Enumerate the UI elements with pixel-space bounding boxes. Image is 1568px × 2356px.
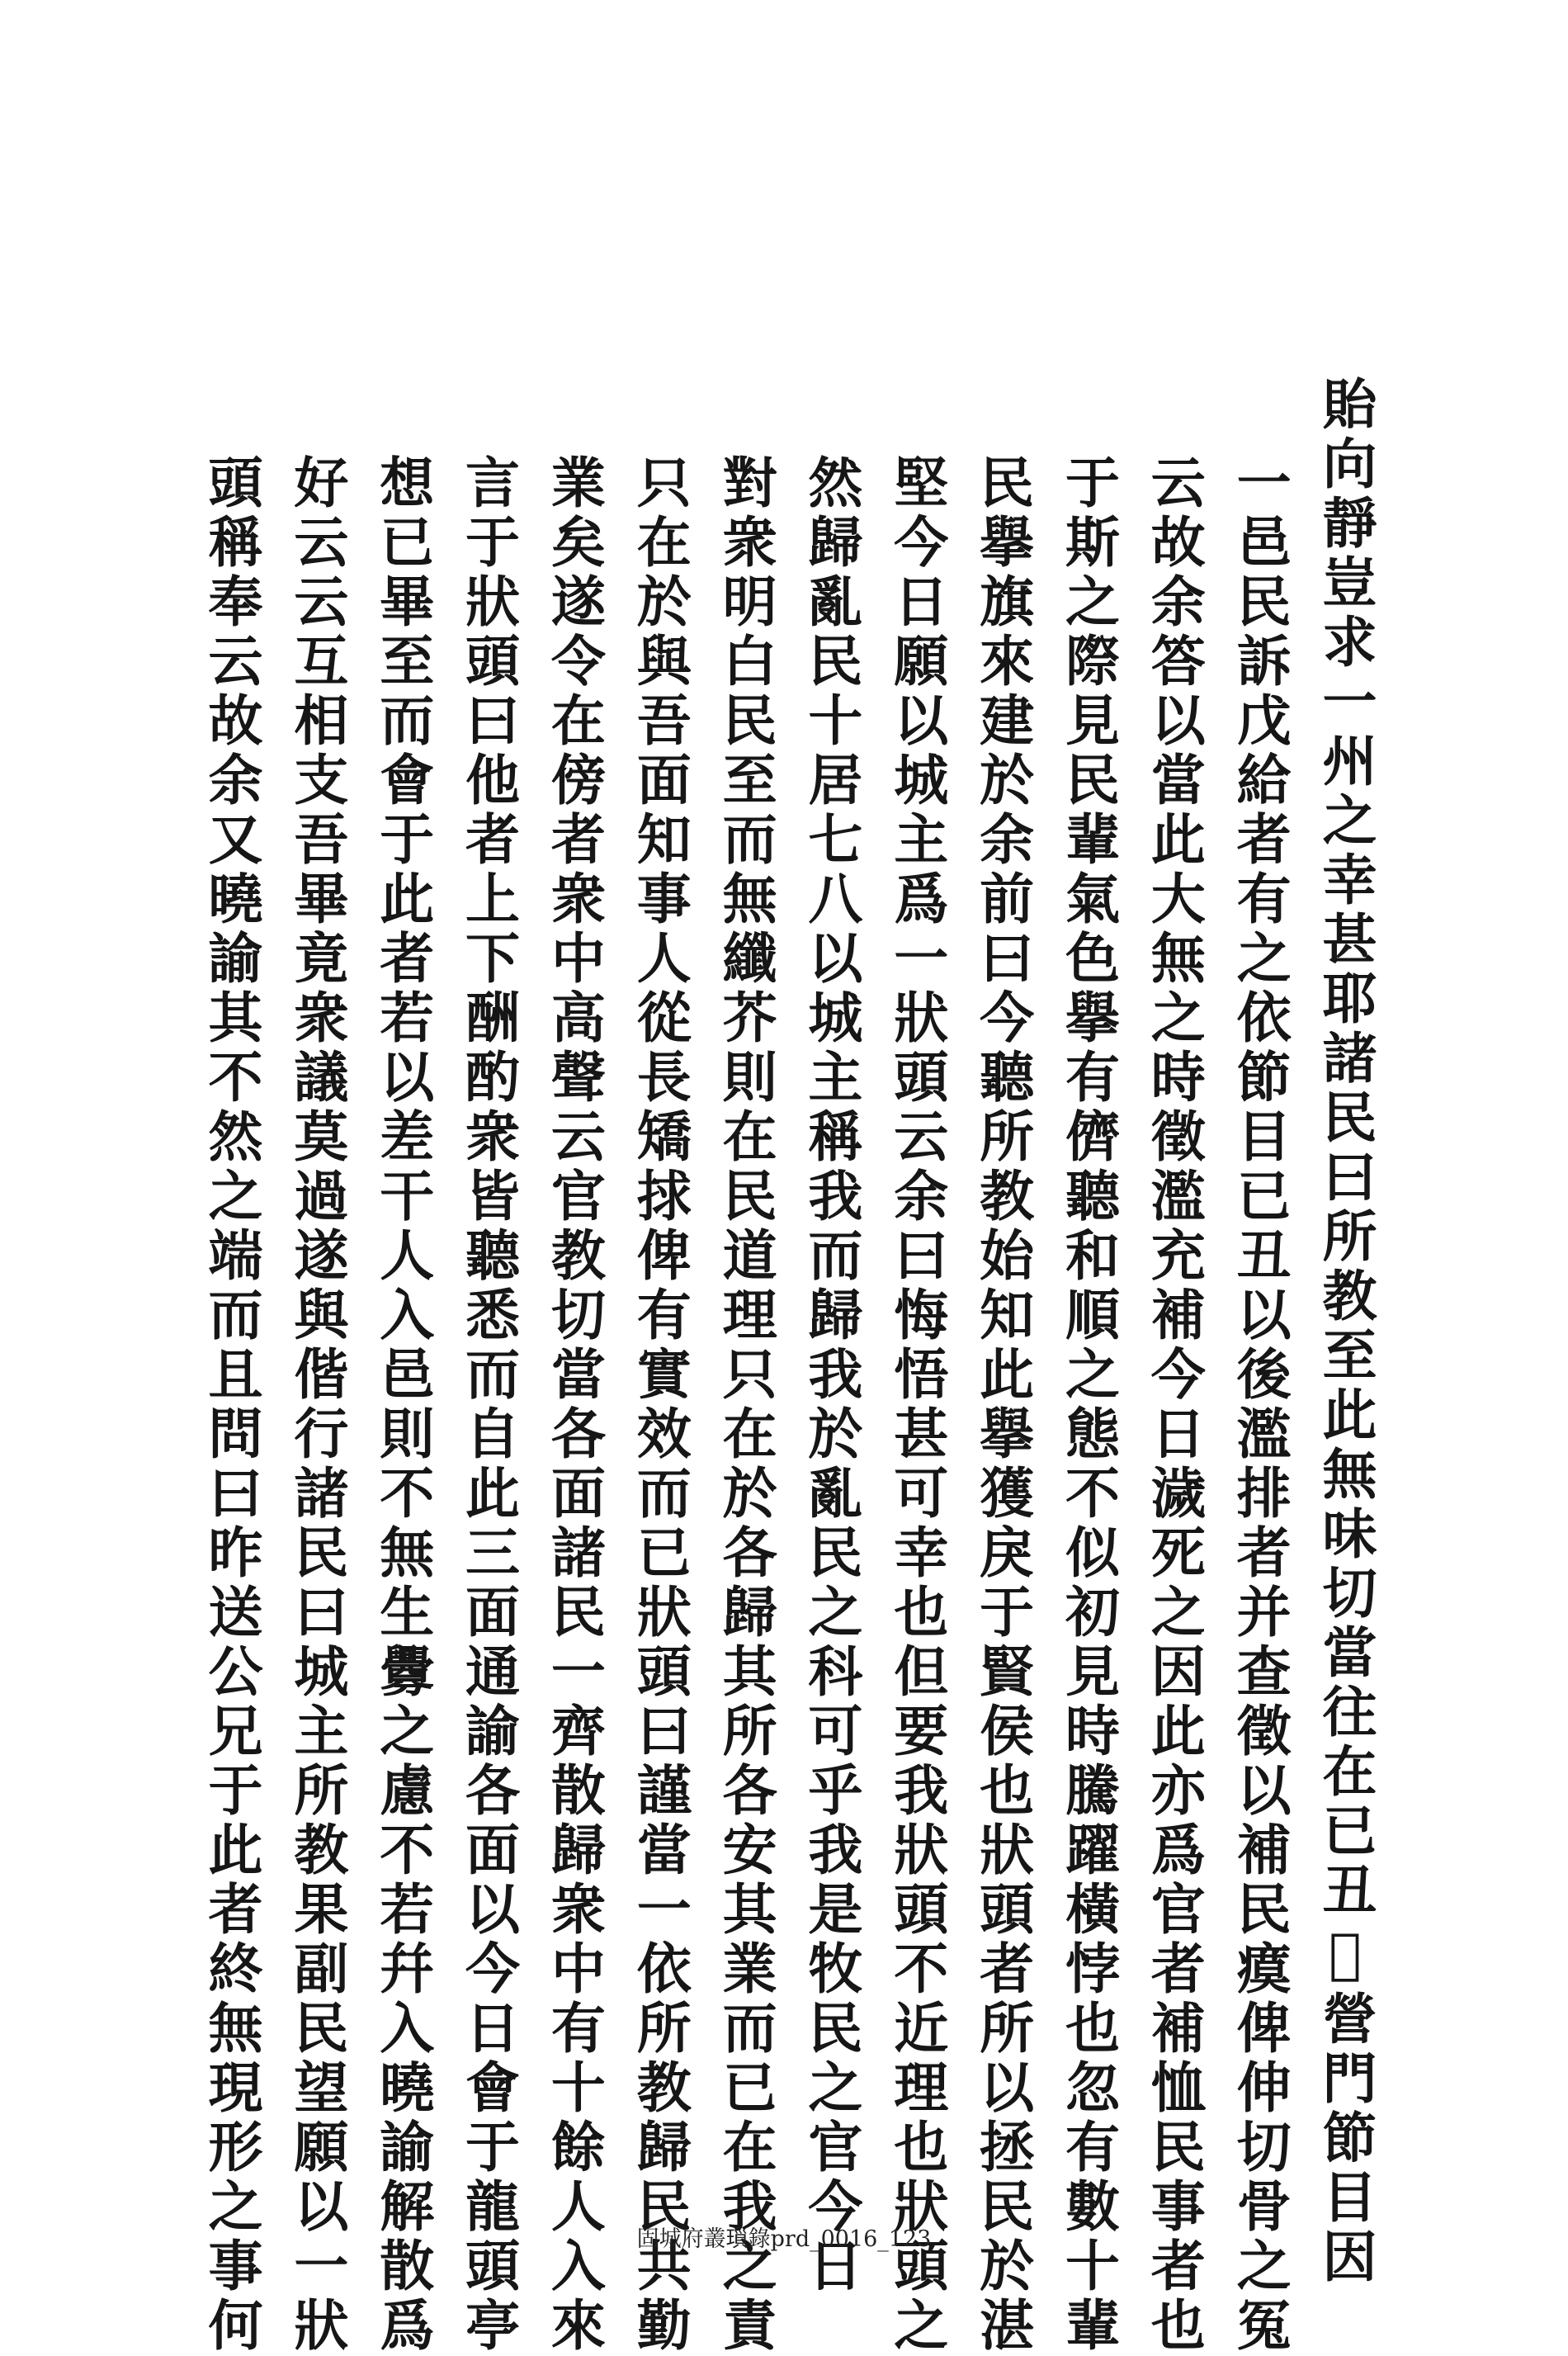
text-column-3: 云故余答以當此大無之時徵濫充補今日濊死之因此亦爲官者補恤民事者也 [1141, 454, 1207, 2356]
text-column-4: 于斯之際見民輩氣色擧有儕聽和順之態不似初見時騰躍橫悖也忽有數十輩 [1056, 454, 1121, 2356]
text-column-12: 想已畢至而會于此者若以差干人入邑則不無生釁之慮不若幷入曉諭解散爲 [370, 454, 435, 2356]
text-column-2: 一邑民訴戊給者有之依節目已丑以後濫排者并查徵以補民瘼俾伸切骨之冤 [1227, 454, 1292, 2356]
text-column-11: 言于狀頭曰他者上下酬酌衆皆聽悉而自此三面通諭各面以今日會于龍頭亭 [456, 454, 521, 2356]
text-column-6: 堅今日願以城主爲一狀頭云余曰悔悟甚可幸也但要我狀頭不近理也狀頭之 [884, 454, 949, 2356]
text-column-5: 民擧旗來建於余前曰今聽所教始知此擧獲戾于賢侯也狀頭者所以拯民於湛 [970, 454, 1035, 2356]
text-column-14: 頭稱奉云故余又曉諭其不然之端而且問曰昨送公兄于此者終無現形之事何 [199, 454, 263, 2356]
page-caption: 固城府叢𤨏錄prd_0016_123 [636, 2226, 932, 2252]
text-column-7: 然歸亂民十居七八以城主稱我而歸我於亂民之科可乎我是牧民之官今日 [798, 454, 863, 2297]
text-column-13: 好云云互相支吾畢竟衆議莫過遂與偕行諸民曰城主所教果副民望願以一狀 [284, 454, 349, 2356]
text-column-8: 對衆明白民至而無纖芥則在民道理只在於各歸其所各安其業而已在我之責 [713, 454, 778, 2356]
text-column-10: 業矣遂令在傍者衆中高聲云官教切當各面諸民一齊散歸衆中有十餘人入來 [541, 454, 607, 2356]
text-column-9: 只在於與吾面知事人從長矯捄俾有實效而已狀頭曰謹當一依所教歸民共勤 [627, 454, 692, 2356]
text-column-1: 貽向靜豈求一州之幸甚耶諸民曰所教至此無味切當往在已丑𡺜營門節目因 [1312, 376, 1377, 2287]
